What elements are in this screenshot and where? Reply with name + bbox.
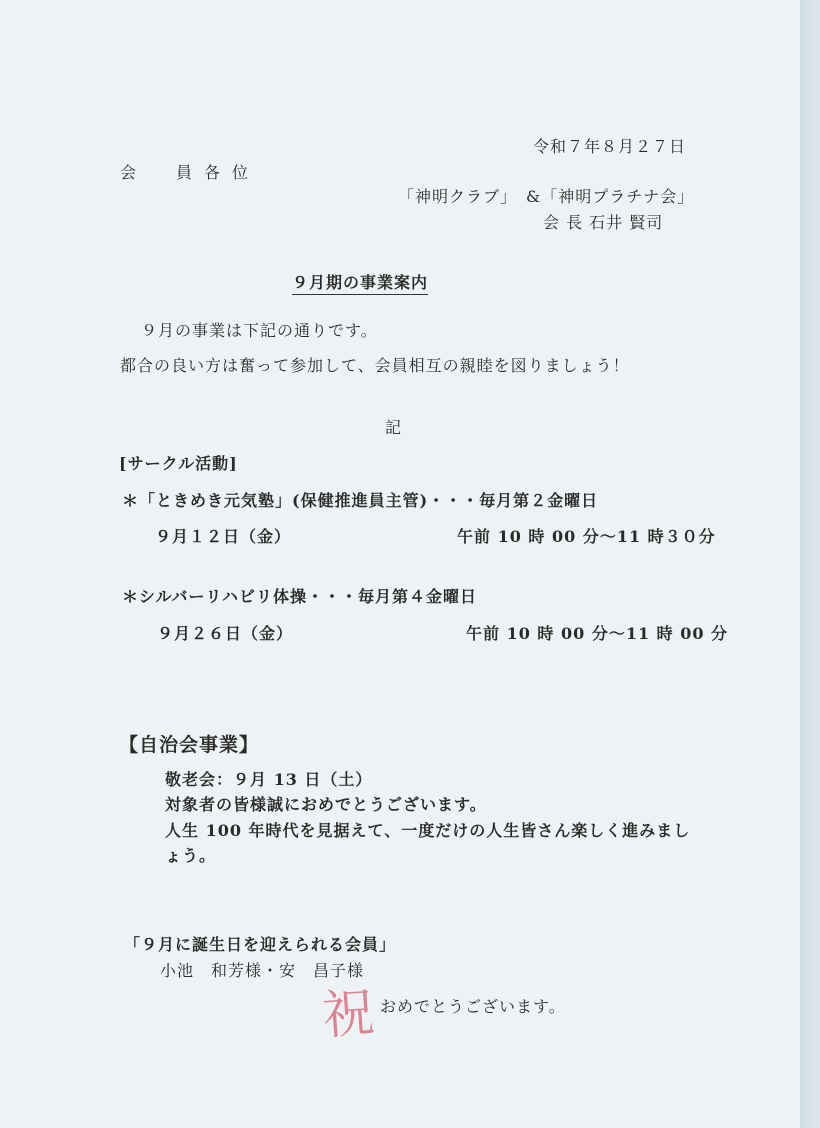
intro-line-2: 都合の良い方は奮って参加して、会員相互の親睦を図りましょう！ — [120, 356, 630, 375]
jichi-line: ょう。 — [165, 846, 217, 865]
circle-item-date: ９月１２日（金） — [155, 527, 292, 546]
jichi-line: 敬老会：９月 13 日（土） — [165, 770, 373, 789]
circle-item-date: ９月２６日（金） — [157, 624, 294, 643]
birthday-heading: 「９月に誕生日を迎えられる会員」 — [124, 935, 397, 954]
ki-heading: 記 — [385, 418, 403, 437]
circle-item-title: ＊シルバーリハビリ体操・・・毎月第４金曜日 — [122, 587, 478, 606]
jichi-heading: 【自治会事業】 — [119, 734, 260, 756]
jichi-line: 人生 100 年時代を見据えて、一度だけの人生皆さん楽しく進みまし — [165, 821, 691, 840]
intro-line-1: ９月の事業は下記の通りです。 — [141, 321, 378, 340]
circle-item-title: ＊「ときめき元気塾」(保健推進員主管)・・・毎月第２金曜日 — [122, 491, 599, 510]
sender-name: 会 長 石井 賢司 — [543, 213, 664, 232]
addressee: 会 員各位 — [120, 163, 261, 182]
congratulations-text: おめでとうございます。 — [380, 997, 566, 1016]
circle-item-time: 午前 10 時 00 分～11 時 00 分 — [466, 624, 729, 643]
circle-item-time: 午前 10 時 00 分～11 時３０分 — [457, 527, 716, 546]
sender-organization: 「神明クラブ」 &「神明プラチナ会」 — [398, 187, 695, 206]
birthday-names: 小池 和芳様・安 昌子様 — [160, 961, 365, 980]
jichi-line: 対象者の皆様誠におめでとうございます。 — [165, 795, 487, 814]
document-title: ９月期の事業案内 — [292, 270, 428, 295]
document-date: 令和７年８月２７日 — [533, 137, 687, 156]
celebration-stamp: 祝 — [320, 983, 377, 1047]
paper-edge — [800, 0, 820, 1128]
circle-activities-heading: [サークル活動] — [119, 454, 238, 473]
